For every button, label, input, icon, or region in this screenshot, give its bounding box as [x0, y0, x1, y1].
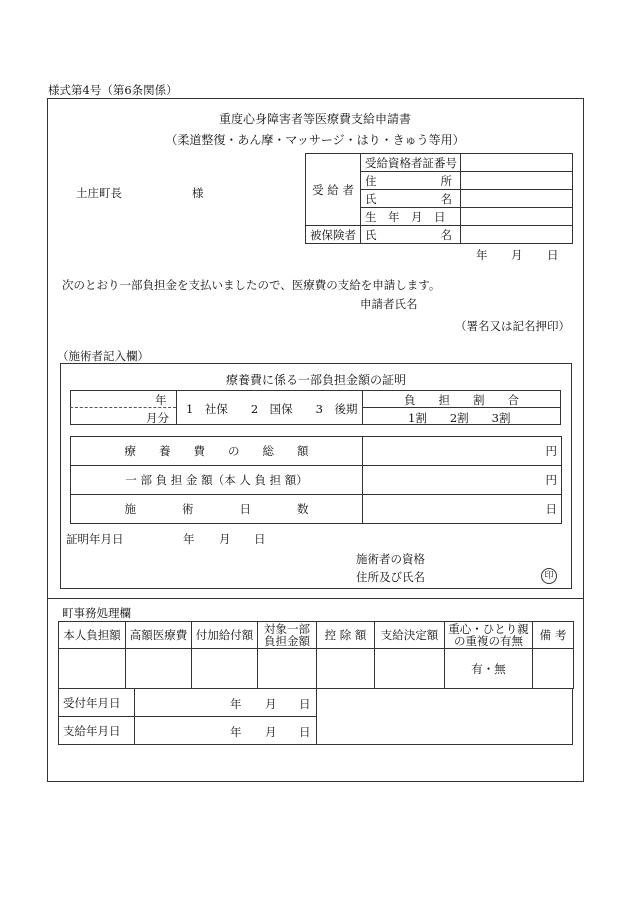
header-additional-benefit: 付加給付額: [192, 622, 258, 649]
paid-date-label: 支給年月日: [59, 717, 135, 745]
insured-name-label: 氏 名: [361, 226, 461, 244]
birth-field[interactable]: [461, 208, 573, 226]
header-self-pay: 本人負担額: [59, 622, 126, 649]
payment-decision-field[interactable]: [375, 649, 445, 689]
deduction-field[interactable]: [317, 649, 375, 689]
office-table: [58, 621, 574, 689]
amount-table: [70, 436, 562, 524]
received-date-field[interactable]: 年 月 日: [135, 689, 317, 717]
duplication-field[interactable]: 有・無: [445, 649, 533, 689]
seal-icon: 印: [541, 568, 557, 584]
office-divider: [47, 598, 584, 599]
form-subtitle: （柔道整復・あん摩・マッサージ・はり・きゅう等用）: [165, 133, 465, 147]
office-dates-table: [58, 688, 317, 745]
practitioner-qualification-label: 施術者の資格: [356, 552, 425, 566]
signature-note: （署名又は記名押印）: [455, 319, 570, 333]
header-deduction: 控 除 額: [317, 622, 375, 649]
addressee-honorific: 様: [192, 186, 204, 200]
high-cost-field[interactable]: [126, 649, 192, 689]
header-payment-decision: 支給決定額: [375, 622, 445, 649]
total-cost-label: 療 養 費 の 総 額: [71, 437, 363, 466]
received-date-label: 受付年月日: [59, 689, 135, 717]
practitioner-section-label: （施術者記入欄）: [57, 349, 149, 363]
application-statement: 次のとおり一部負担金を支払いましたので、医療費の支給を申請します。: [62, 278, 441, 292]
cert-date-label: 証明年月日: [66, 532, 124, 546]
treatment-days-label: 施 術 日 数: [71, 495, 363, 524]
recipient-group-label: 受 給 者: [306, 154, 361, 226]
period-year: 年: [155, 393, 167, 407]
office-section-label: 町事務処理欄: [62, 606, 131, 620]
target-copay-field[interactable]: [258, 649, 317, 689]
burden-ratio-options[interactable]: 1割 2割 3割: [408, 411, 511, 425]
practitioner-address-name-label: 住所及び氏名: [356, 570, 425, 584]
period-month: 月分: [146, 411, 169, 425]
address-label: 住 所: [361, 172, 461, 190]
insurance-type-options[interactable]: 1 社保 2 国保 3 後期: [186, 402, 358, 416]
burden-ratio-header: 負 担 割 合: [404, 393, 519, 407]
header-target-copay: 対象一部 負担金額: [258, 622, 317, 649]
copay-amount-field[interactable]: 円: [363, 466, 562, 495]
application-month: 月: [511, 248, 523, 262]
cert-no-label: 受給資格者証番号: [361, 154, 461, 172]
name-field[interactable]: [461, 190, 573, 208]
cert-no-field[interactable]: [461, 154, 573, 172]
treatment-days-field[interactable]: 日: [363, 495, 562, 524]
insured-name-field[interactable]: [461, 226, 573, 244]
header-duplication: 重心・ひとり親 の重複の有無: [445, 622, 533, 649]
self-pay-field[interactable]: [59, 649, 126, 689]
office-blank-area: [315, 688, 573, 745]
application-day: 日: [547, 248, 559, 262]
cert-date-month: 月: [219, 532, 231, 546]
header-remarks: 備 考: [533, 622, 574, 649]
applicant-label: 申請者氏名: [360, 297, 418, 311]
application-year: 年: [476, 248, 488, 262]
address-field[interactable]: [461, 172, 573, 190]
cert-date-day: 日: [254, 532, 266, 546]
remarks-field[interactable]: [533, 649, 574, 689]
copay-amount-label: 一 部 負 担 金 額（本 人 負 担 額）: [71, 466, 363, 495]
header-high-cost: 高額医療費: [126, 622, 192, 649]
insured-group-label: 被保険者: [306, 226, 361, 244]
recipient-table: [305, 153, 573, 244]
additional-benefit-field[interactable]: [192, 649, 258, 689]
form-title: 重度心身障害者等医療費支給申請書: [218, 112, 411, 126]
birth-label: 生 年 月 日: [361, 208, 461, 226]
form-number: 様式第4号（第6条関係）: [48, 83, 178, 97]
name-label: 氏 名: [361, 190, 461, 208]
addressee-office: 土庄町長: [76, 186, 122, 200]
certification-title: 療養費に係る一部負担金額の証明: [225, 373, 406, 387]
cert-date-year: 年: [183, 532, 195, 546]
total-cost-field[interactable]: 円: [363, 437, 562, 466]
paid-date-field[interactable]: 年 月 日: [135, 717, 317, 745]
